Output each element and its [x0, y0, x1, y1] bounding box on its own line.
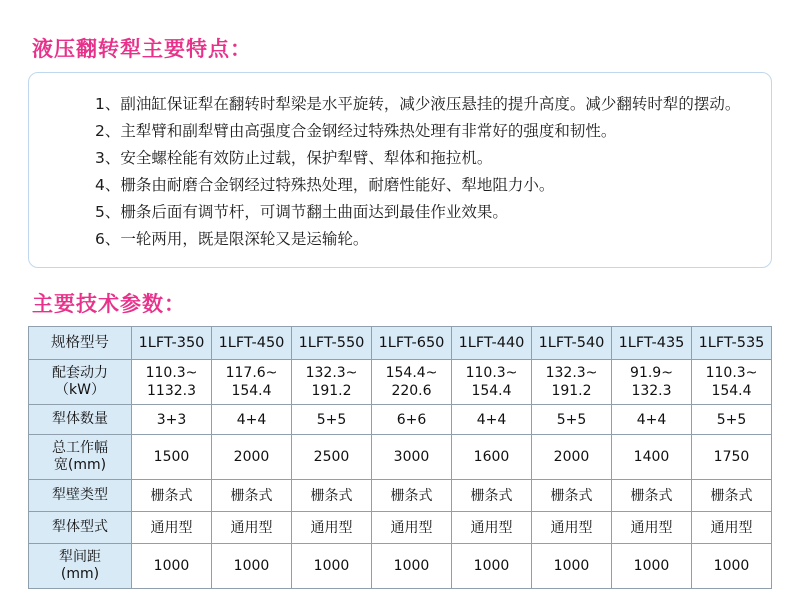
table-cell: 1LFT-550	[292, 327, 372, 360]
spec-table-wrap	[28, 326, 772, 589]
table-cell	[292, 360, 372, 405]
table-cell: 栅条式	[212, 480, 292, 512]
table-cell: 1000	[692, 544, 772, 589]
table-cell	[372, 360, 452, 405]
table-cell: 栅条式	[532, 480, 612, 512]
cell-line: 154.4	[471, 383, 512, 399]
table-cell: 1400	[612, 435, 692, 480]
features-title: 液压翻转犁主要特点：	[32, 37, 252, 61]
row-header	[29, 544, 132, 589]
table-cell: 栅条式	[372, 480, 452, 512]
table-cell: 1000	[212, 544, 292, 589]
table-cell	[452, 360, 532, 405]
row-header-line: (mm)	[60, 566, 100, 582]
table-cell: 1LFT-435	[612, 327, 692, 360]
table-cell: 通用型	[692, 512, 772, 544]
cell-line: 91.9~	[630, 365, 673, 381]
table-cell: 5+5	[292, 405, 372, 435]
cell-line: 154.4	[231, 383, 272, 399]
table-cell: 1000	[132, 544, 212, 589]
table-cell: 1000	[452, 544, 532, 589]
spec-table	[28, 326, 772, 589]
table-cell: 6+6	[372, 405, 452, 435]
table-cell: 栅条式	[692, 480, 772, 512]
table-row-power	[29, 360, 772, 405]
table-cell: 1000	[292, 544, 372, 589]
row-header	[29, 435, 132, 480]
table-cell: 1LFT-440	[452, 327, 532, 360]
cell-line: 154.4	[711, 383, 752, 399]
row-header-line: 宽(mm)	[53, 457, 107, 473]
row-header: 犁壁类型	[29, 480, 132, 512]
list-item: 5、栅条后面有调节杆，可调节翻土曲面达到最佳作业效果。	[95, 203, 508, 221]
row-header	[29, 360, 132, 405]
table-cell: 通用型	[212, 512, 292, 544]
table-cell: 2500	[292, 435, 372, 480]
table-cell: 2000	[212, 435, 292, 480]
table-cell: 通用型	[372, 512, 452, 544]
table-cell: 1LFT-450	[212, 327, 292, 360]
list-item: 2、主犁臂和副犁臂由高强度合金钢经过特殊热处理有非常好的强度和韧性。	[95, 122, 617, 140]
row-header-line: 犁间距	[59, 549, 101, 565]
row-header: 犁体型式	[29, 512, 132, 544]
table-cell	[532, 360, 612, 405]
table-cell: 1600	[452, 435, 532, 480]
cell-line: 132.3~	[305, 365, 358, 381]
cell-line: 132.3	[631, 383, 672, 399]
table-row-models	[29, 327, 772, 360]
table-cell	[132, 360, 212, 405]
table-cell: 栅条式	[132, 480, 212, 512]
table-cell	[692, 360, 772, 405]
table-cell: 通用型	[292, 512, 372, 544]
table-cell: 1000	[372, 544, 452, 589]
list-item: 3、安全螺栓能有效防止过载，保护犁臂、犁体和拖拉机。	[95, 149, 493, 167]
table-cell: 5+5	[532, 405, 612, 435]
cell-line: 110.3~	[465, 365, 518, 381]
table-cell: 3+3	[132, 405, 212, 435]
cell-line: 132.3~	[545, 365, 598, 381]
cell-line: 110.3~	[705, 365, 758, 381]
table-cell	[212, 360, 292, 405]
table-cell: 栅条式	[612, 480, 692, 512]
row-header-line: 总工作幅	[52, 440, 108, 456]
table-cell: 1LFT-650	[372, 327, 452, 360]
cell-line: 110.3~	[145, 365, 198, 381]
features-list	[29, 73, 771, 253]
table-cell: 1LFT-350	[132, 327, 212, 360]
table-cell: 1000	[532, 544, 612, 589]
cell-line: 191.2	[311, 383, 352, 399]
row-header: 犁体数量	[29, 405, 132, 435]
cell-line: 191.2	[551, 383, 592, 399]
table-row-spacing	[29, 544, 772, 589]
table-cell: 通用型	[132, 512, 212, 544]
params-title: 主要技术参数：	[32, 292, 186, 316]
table-cell: 5+5	[692, 405, 772, 435]
table-cell: 通用型	[532, 512, 612, 544]
cell-line: 220.6	[391, 383, 432, 399]
table-row-body-type	[29, 512, 772, 544]
table-cell: 栅条式	[452, 480, 532, 512]
cell-line: 1132.3	[147, 383, 196, 399]
table-cell: 通用型	[612, 512, 692, 544]
table-cell: 栅条式	[292, 480, 372, 512]
row-header-line: 配套动力	[52, 365, 108, 381]
table-row-plow-count	[29, 405, 772, 435]
table-cell: 4+4	[452, 405, 532, 435]
list-item: 4、栅条由耐磨合金钢经过特殊热处理，耐磨性能好、犁地阻力小。	[95, 176, 555, 194]
table-cell: 2000	[532, 435, 612, 480]
features-box	[28, 72, 772, 268]
table-cell: 1500	[132, 435, 212, 480]
list-item: 1、副油缸保证犁在翻转时犁梁是水平旋转，减少液压悬挂的提升高度。减少翻转时犁的摆动。	[95, 95, 741, 113]
list-item: 6、一轮两用，既是限深轮又是运输轮。	[95, 230, 369, 248]
table-cell: 1000	[612, 544, 692, 589]
table-cell: 通用型	[452, 512, 532, 544]
row-header: 规格型号	[29, 327, 132, 360]
row-header-line: （kW）	[55, 382, 105, 398]
cell-line: 117.6~	[225, 365, 278, 381]
table-row-total-width	[29, 435, 772, 480]
table-cell: 1750	[692, 435, 772, 480]
table-cell: 4+4	[212, 405, 292, 435]
table-cell: 1LFT-540	[532, 327, 612, 360]
table-cell	[612, 360, 692, 405]
table-cell: 1LFT-535	[692, 327, 772, 360]
table-cell: 3000	[372, 435, 452, 480]
table-cell: 4+4	[612, 405, 692, 435]
cell-line: 154.4~	[385, 365, 438, 381]
table-row-wall-type	[29, 480, 772, 512]
